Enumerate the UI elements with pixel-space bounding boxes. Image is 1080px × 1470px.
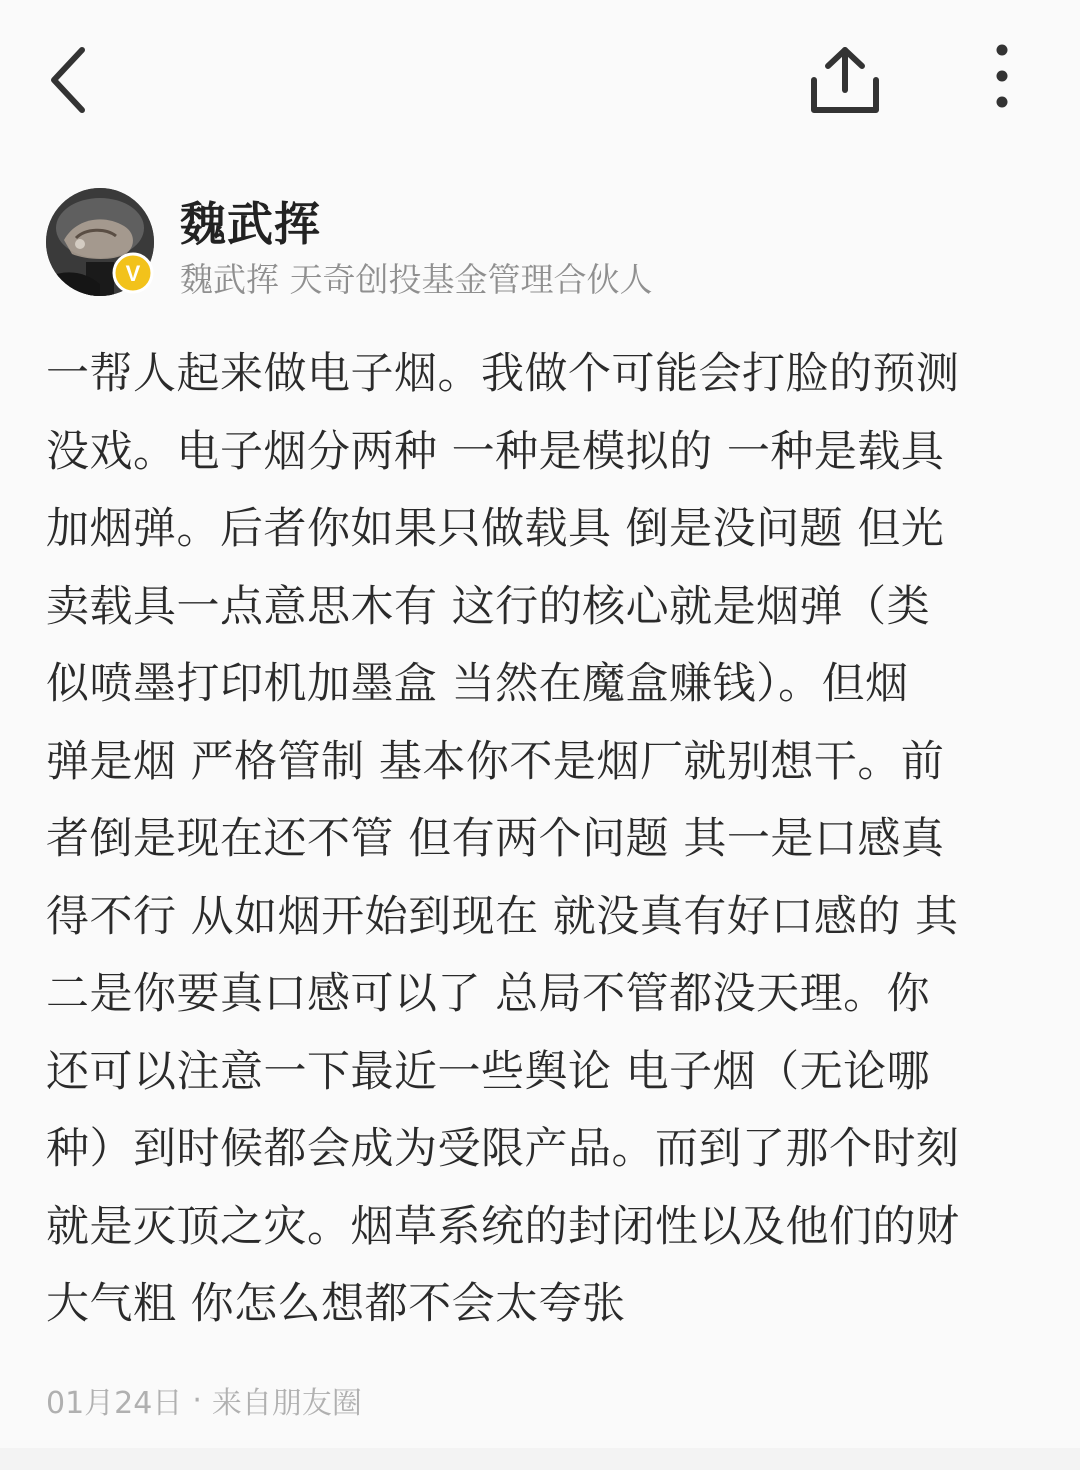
post-line: 弹是烟 严格管制 基本你不是烟厂就别想干。前	[46, 736, 945, 787]
post-line: 得不行 从如烟开始到现在 就没真有好口感的 其	[46, 891, 959, 942]
author-title: 魏武挥 天奇创投基金管理合伙人	[180, 260, 653, 299]
post-line: 加烟弹。后者你如果只做载具 倒是没问题 但光	[46, 504, 945, 554]
post-source-link[interactable]: 来自朋友圈	[211, 1386, 362, 1421]
verified-badge	[112, 252, 154, 294]
chevron-left-icon	[42, 42, 102, 114]
post-line: 种）到时候都会成为受限产品。而到了那个时刻	[46, 1124, 960, 1174]
post-line: 二是你要真口感可以了 总局不管都没天理。你	[46, 969, 931, 1019]
share-upload-icon	[806, 42, 884, 116]
more-options-button[interactable]	[980, 40, 1024, 116]
verified-badge-label: V	[125, 261, 141, 286]
bottom-divider	[0, 1448, 1080, 1470]
post-line: 似喷墨打印机加墨盒 当然在魔盒赚钱）。但烟	[46, 659, 909, 709]
post-line: 就是灭顶之灾。烟草系统的封闭性以及他们的财	[46, 1201, 960, 1252]
meta-separator: ·	[192, 1382, 202, 1418]
post-line: 大气粗 你怎么想都不会太夸张	[46, 1279, 626, 1329]
back-button[interactable]	[42, 42, 102, 114]
post-meta	[46, 1378, 362, 1422]
more-vertical-icon	[980, 40, 1024, 116]
post-date: 01月24日	[46, 1386, 183, 1421]
post-line: 没戏。电子烟分两种 一种是模拟的 一种是载具	[46, 426, 945, 477]
post-line: 还可以注意一下最近一些舆论 电子烟（无论哪	[46, 1046, 931, 1097]
author-name[interactable]: 魏武挥	[180, 197, 321, 251]
post-line: 卖载具一点意思木有 这行的核心就是烟弹（类	[46, 581, 931, 632]
post-content	[46, 336, 1038, 1344]
top-navigation-bar	[0, 0, 1080, 160]
share-button[interactable]	[806, 42, 884, 116]
post-line: 者倒是现在还不管 但有两个问题 其一是口感真	[46, 814, 945, 864]
verified-v-icon	[112, 252, 154, 294]
post-line: 一帮人起来做电子烟。我做个可能会打脸的预测	[46, 349, 960, 399]
